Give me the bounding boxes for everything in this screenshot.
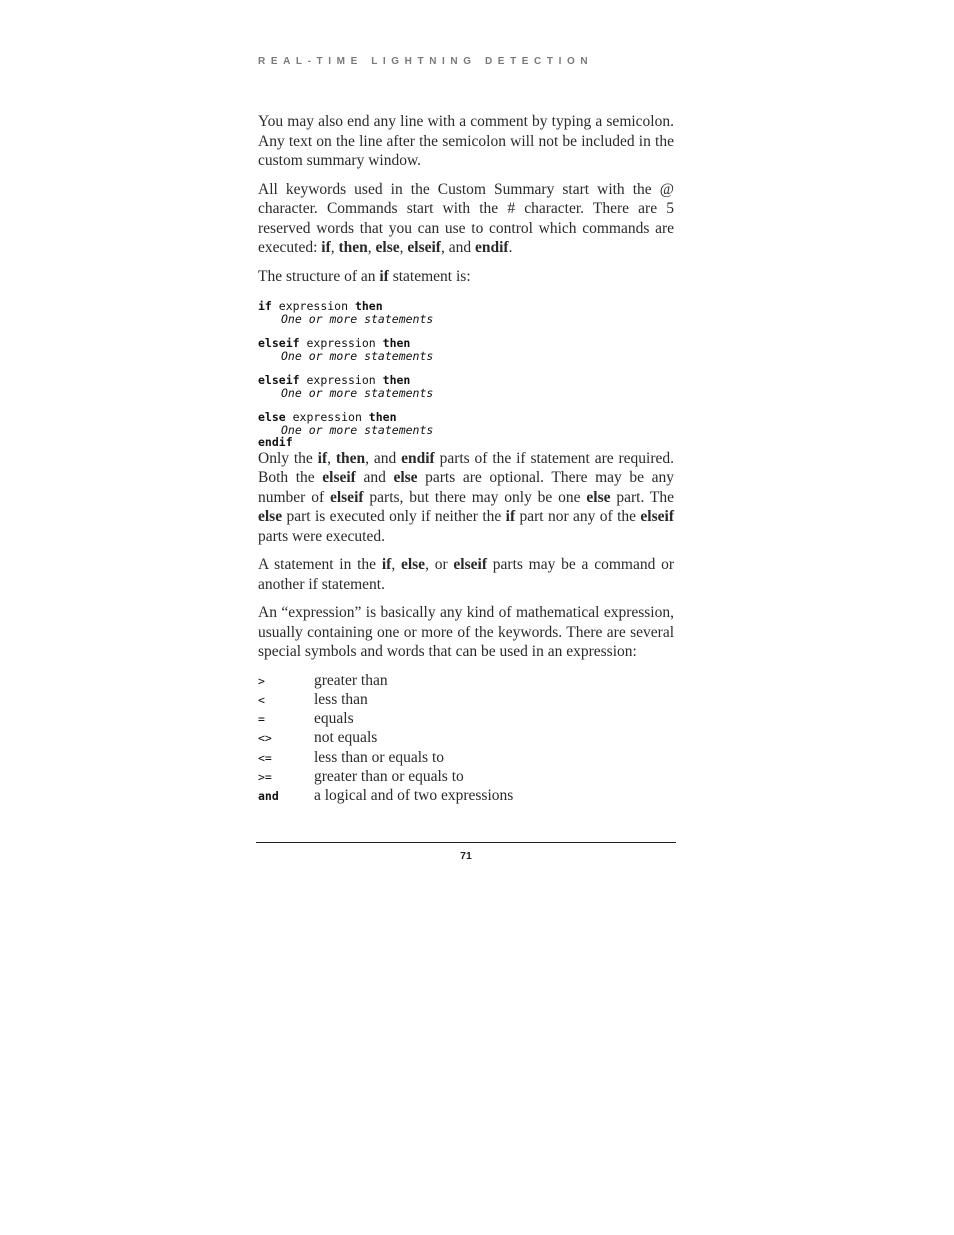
text: All keywords used in the Custom Summary start with the @ character. Commands start with the # character. There are 5 reserved words that you can use to control which commands are executed: (258, 180, 674, 256)
code-example (258, 300, 674, 449)
code-statement: One or more statements (281, 311, 434, 326)
kw-else: else (400, 556, 426, 573)
code-text: expression (299, 373, 383, 387)
list-item (258, 710, 674, 729)
code-kw: endif (258, 435, 293, 449)
paragraph-statement: A statement in the if, else, or elseif parts may be a command or another if statement. (258, 556, 675, 593)
kw-else: else (586, 488, 611, 506)
text: , and (365, 449, 402, 467)
kw-if: if (381, 556, 392, 573)
text: , and (440, 239, 475, 256)
symbol: < (258, 692, 265, 707)
kw-elseif: elseif (640, 508, 674, 525)
text: parts may be a command or another if statement. (258, 556, 675, 593)
code-text: expression (299, 336, 383, 350)
kw-if: if (505, 508, 516, 525)
code-kw: elseif (258, 373, 300, 387)
text: parts were executed. (258, 527, 385, 545)
list-item (258, 691, 674, 710)
kw-then: then (335, 449, 366, 467)
kw-else: else (258, 508, 283, 525)
paragraph-required-parts: Only the if, then, and endif parts of the if statement are required. Both the elseif and else parts are optional. There may be any number of elseif parts, but there may only be one else part. The else part is executed only if neither the if part nor any of the elseif parts were executed. (258, 449, 674, 545)
text: Only the (258, 449, 318, 467)
symbol-list (258, 672, 674, 807)
paragraph-structure-intro (258, 267, 674, 287)
symbol-desc: a logical and of two expressions (314, 787, 514, 805)
kw-then: then (338, 239, 368, 256)
code-kw: then (382, 373, 411, 387)
symbol: = (258, 712, 265, 727)
code-line-if (258, 300, 674, 313)
text: A statement in the (258, 556, 382, 573)
symbol: > (258, 673, 265, 688)
text: parts, but there may only be one (363, 488, 587, 506)
paragraph-expression: An “expression” is basically any kind of mathematical expression, usually containing one or more of the keywords. There are several special symbols and words that can be used in an expression: (258, 604, 674, 660)
code-text: expression (285, 410, 369, 424)
footer-rule (256, 842, 676, 843)
page-content (258, 112, 674, 807)
page-number: 71 (460, 850, 472, 862)
list-item (258, 749, 674, 768)
list-item (258, 787, 674, 806)
symbol: and (258, 789, 279, 804)
code-line-else (258, 411, 674, 424)
kw-elseif: elseif (322, 469, 356, 486)
paragraph-comments: You may also end any line with a comment by typing a semicolon. Any text on the line after the semicolon will not be included in the custom summary window. (258, 113, 674, 169)
code-kw: then (368, 410, 397, 424)
code-kw: elseif (258, 336, 300, 350)
code-line-elseif (258, 337, 674, 350)
kw-elseif: elseif (453, 556, 487, 573)
code-kw: then (382, 336, 411, 350)
text: and (355, 469, 394, 486)
text: part. The (610, 488, 674, 506)
text: statement is: (388, 267, 471, 285)
paragraph-keywords: All keywords used in the Custom Summary start with the @ character. Commands start with the # character. There are 5 reserved words that you can use to control which commands are executed: if, then, else, elseif, and endif. (258, 180, 674, 256)
running-header: REAL-TIME LIGHTNING DETECTION (258, 56, 594, 67)
kw-endif: endif (474, 239, 509, 256)
list-item (258, 729, 674, 748)
code-statement: One or more statements (281, 385, 434, 400)
code-statement: One or more statements (281, 348, 434, 363)
symbol: >= (258, 769, 272, 784)
kw-else: else (375, 239, 400, 256)
code-kw: else (258, 410, 286, 424)
symbol-desc: not equals (314, 729, 378, 747)
kw-if: if (379, 267, 389, 285)
text: The structure of an (258, 267, 380, 285)
text: part nor any of the (515, 508, 641, 525)
code-statement: One or more statements (281, 422, 434, 437)
symbol: <> (258, 731, 272, 746)
kw-if: if (321, 239, 331, 256)
text: , or (425, 556, 454, 573)
text: parts of the if statement are required. Both the (258, 449, 674, 486)
code-kw: then (354, 299, 383, 313)
symbol: <= (258, 750, 272, 765)
code-line-elseif (258, 374, 674, 387)
code-line-endif (258, 436, 674, 449)
symbol-desc: greater than or equals to (314, 767, 464, 785)
symbol-desc: less than or equals to (314, 748, 445, 766)
kw-elseif: elseif (329, 488, 364, 506)
kw-endif: endif (401, 449, 435, 467)
symbol-desc: equals (314, 710, 354, 728)
code-text: expression (271, 299, 355, 313)
kw-if: if (317, 449, 328, 467)
text: part is executed only if neither the (282, 508, 506, 525)
text: parts are optional. There may be any number of (258, 469, 674, 506)
kw-elseif: elseif (407, 239, 441, 256)
symbol-desc: less than (314, 690, 368, 708)
symbol-desc: greater than (314, 671, 388, 689)
list-item (258, 768, 674, 787)
code-kw: if (258, 299, 272, 313)
kw-else: else (393, 469, 418, 486)
list-item (258, 672, 674, 691)
